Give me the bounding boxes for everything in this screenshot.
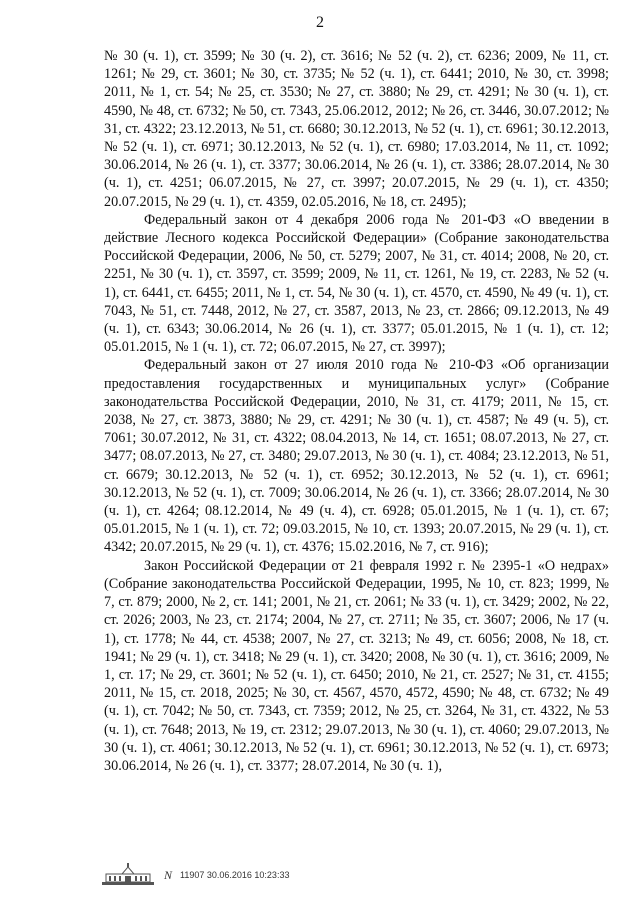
registration-stamp: 11907 30.06.2016 10:23:33 [180, 870, 290, 880]
paragraph-forest-code-law: Федеральный закон от 4 декабря 2006 года № 201-ФЗ «О введении в действие Лесного кодекса Российской Федерации» (Собрание законодательства Российской Федерации, 2006, № 50, ст. 5279; 2007, № 31, ст. 4014; 2008, № 20, ст. 2251, № 30 (ч. 1), ст. 3597, ст. 3599; 2009, № 11, ст. 1261, № 19, ст. 2283, № 52 (ч. 1), ст. 6441, ст. 6455; 2011, № 1, ст. 54, № 30 (ч. 1), ст. 4570, ст. 4590, № 49 (ч. 1), ст. 7043, № 51, ст. 7448, 2012, № 27, ст. 3587, 2013, № 23, ст. 2866; 09.12.2013, № 49 (ч. 1), ст. 6343; 30.06.2014, № 26 (ч. 1), ст. 3377; 05.01.2015, № 1 (ч. 1), ст. 12; 05.01.2015, № 1 (ч. 1), ст. 72; 06.07.2015, № 27, ст. 3997); [104, 211, 609, 356]
document-footer [100, 862, 289, 888]
paragraph-public-services-law: Федеральный закон от 27 июля 2010 года № 210-ФЗ «Об организации предоставления государственных и муниципальных услуг» (Собрание законодательства Российской Федерации, 2010, № 31, ст. 4179; 2011, № 15, ст. 2038, № 27, ст. 3873, 3880; № 29, ст. 4291; № 30 (ч. 1), ст. 4587; № 49 (ч. 5), ст. 7061; 30.07.2012, № 31, ст. 4322; 08.04.2013, № 14, ст. 1651; 08.07.2013, № 27, ст. 3477; 08.07.2013, № 27, ст. 3480; 29.07.2013, № 30 (ч. 1), ст. 4084; 23.12.2013, № 51, ст. 6679; 30.12.2013, № 52 (ч. 1), ст. 6952; 30.12.2013, № 52 (ч. 1), ст. 6961; 30.12.2013, № 52 (ч. 1), ст. 7009; 30.06.2014, № 26 (ч. 1), ст. 3366; 28.07.2014, № 30 (ч. 1), ст. 4264; 08.12.2014, № 49 (ч. 4), ст. 6928; 05.01.2015, № 1 (ч. 1), ст. 67; 05.01.2015, № 1 (ч. 1), ст. 72; 09.03.2015, № 10, ст. 1393; 20.07.2015, № 29 (ч. 1), ст. 4342; 20.07.2015, № 29 (ч. 1), ст. 4376; 15.02.2016, № 7, ст. 916); [104, 357, 609, 556]
paragraph-subsoil-law: Закон Российской Федерации от 21 февраля 1992 г. № 2395-1 «О недрах» (Собрание законодательства Российской Федерации, 1995, № 10, ст. 823; 1999, № 7, ст. 879; 2000, № 2, ст. 141; 2001, № 21, ст. 2061; № 33 (ч. 1), ст. 3429; 2002, № 22, ст. 2026; 2003, № 23, ст. 2174; 2004, № 27, ст. 2711; № 35, ст. 3607; 2006, № 17 (ч. 1), ст. 1778; № 44, ст. 4538; 2007, № 27, ст. 3213; № 49, ст. 6056; 2008, № 18, ст. 1941; № 29 (ч. 1), ст. 3418; № 29 (ч. 1), ст. 3420; 2008, № 30 (ч. 1), ст. 3616; 2009, № 1, ст. 17; № 29, ст. 3601; № 52 (ч. 1), ст. 6450; 2010, № 21, ст. 2527; № 31, ст. 4155; 2011, № 15, ст. 2018, 2025; № 30, ст. 4567, 4570, 4572, 4590; № 48, ст. 6732; № 49 (ч. 1), ст. 7042; № 50, ст. 7343, ст. 7359; 2012, № 25, ст. 3264, № 31, ст. 4322, № 53 (ч. 1), ст. 7648; 2013, № 19, ст. 2312; 29.07.2013, № 30 (ч. 1), ст. 4060; 29.07.2013, № 30 (ч. 1), ст. 4061; 30.12.2013, № 52 (ч. 1), ст. 6961; 30.12.2013, № 52 (ч. 1), ст. 6973; 30.06.2014, № 26 (ч. 1), ст. 3377; 28.07.2014, № 30 (ч. 1), [104, 557, 609, 774]
document-body [104, 47, 609, 775]
page-number: 2 [316, 14, 324, 31]
registration-mark: N [164, 867, 173, 882]
government-building-icon [100, 862, 156, 888]
paragraph-continuation: № 30 (ч. 1), ст. 3599; № 30 (ч. 2), ст. 3616; № 52 (ч. 2), ст. 6236; 2009, № 11, ст. 1261; № 29, ст. 3601; № 30, ст. 3735; № 52 (ч. 1), ст. 6441; 2010, № 30, ст. 3998; 2011, № 1, ст. 54; № 25, ст. 3530; № 27, ст. 3880; № 29, ст. 4291; № 30 (ч. 1), ст. 4590, № 48, ст. 6732; № 50, ст. 7343, 25.06.2012, 2012; № 26, ст. 3446, 30.07.2012; № 31, ст. 4322; 23.12.2013, № 51, ст. 6680; 30.12.2013, № 52 (ч. 1), ст. 6961; 30.12.2013, № 52 (ч. 1), ст. 6971; 30.12.2013, № 52 (ч. 1), ст. 6980; 17.03.2014, № 11, ст. 1092; 30.06.2014, № 26 (ч. 1), ст. 3377; 30.06.2014, № 26 (ч. 1), ст. 3386; 28.07.2014, № 30 (ч. 1), ст. 4251; 06.07.2015, № 27, ст. 3997; 20.07.2015, № 29 (ч. 1), ст. 4350; 20.07.2015, № 29 (ч. 1), ст. 4359, 02.05.2016, № 18, ст. 2495); [104, 48, 609, 210]
